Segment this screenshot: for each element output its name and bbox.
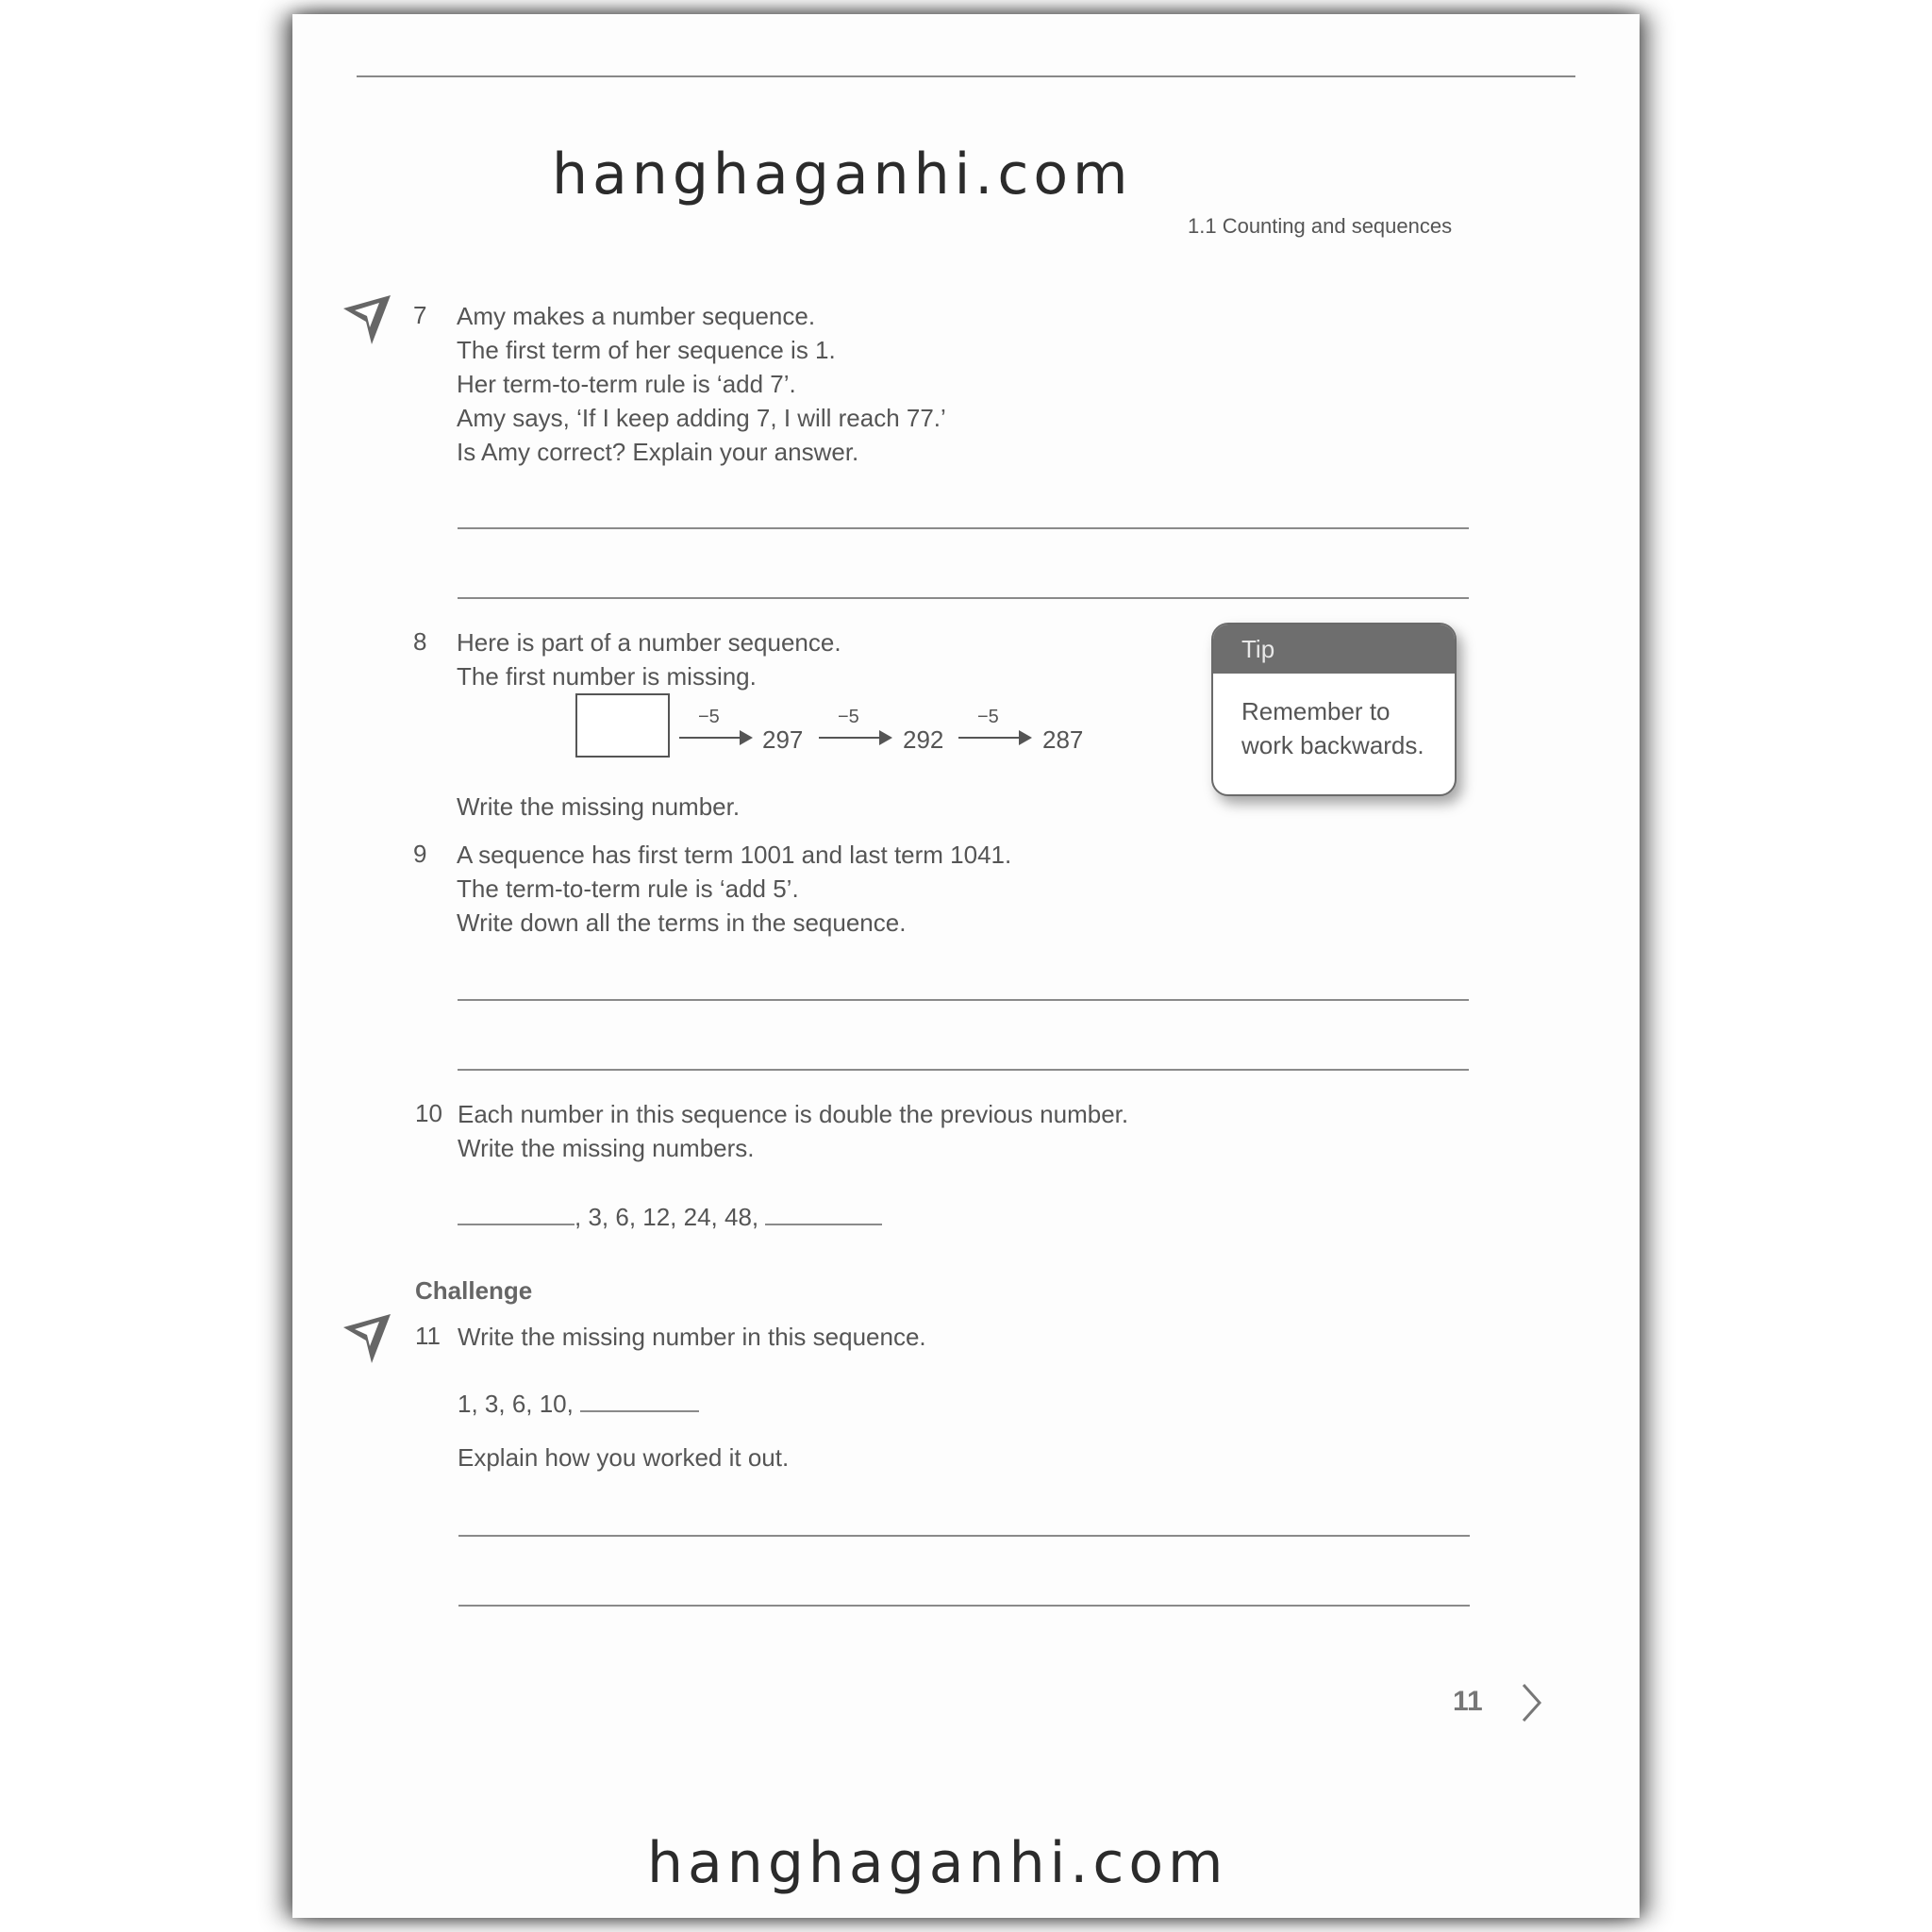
answer-line[interactable] — [458, 1605, 1470, 1607]
question-8-line: The first number is missing. — [457, 662, 757, 691]
tip-body — [1213, 674, 1455, 762]
missing-number-box[interactable] — [575, 693, 670, 758]
tip-line: work backwards. — [1241, 731, 1424, 759]
watermark-top: hanghaganhi.com — [552, 142, 1133, 208]
question-10-line: Each number in this sequence is double the previous number. — [458, 1100, 1129, 1128]
challenge-heading: Challenge — [415, 1276, 533, 1305]
blank-answer[interactable] — [580, 1410, 699, 1412]
sequence-term: 297 — [762, 725, 804, 754]
tip-box — [1211, 623, 1457, 796]
step-label: −5 — [698, 707, 720, 727]
question-11-instruction: Explain how you worked it out. — [458, 1443, 790, 1472]
answer-line[interactable] — [458, 1069, 1469, 1071]
question-9-line: The term-to-term rule is ‘add 5’. — [457, 874, 799, 903]
blank-answer[interactable] — [765, 1224, 882, 1225]
question-8-text — [457, 625, 841, 693]
question-7-text — [457, 299, 946, 469]
question-8-instruction: Write the missing number. — [457, 792, 741, 821]
question-10-sequence — [458, 1203, 882, 1232]
tip-line: Remember to — [1241, 697, 1391, 725]
question-7-line: Amy makes a number sequence. — [457, 302, 816, 330]
question-7-line: Is Amy correct? Explain your answer. — [457, 438, 859, 466]
page-number: 11 — [1453, 1686, 1483, 1717]
top-rule — [357, 75, 1575, 77]
question-11-sequence — [458, 1390, 699, 1419]
question-10-text — [458, 1097, 1128, 1165]
question-8-line: Here is part of a number sequence. — [457, 628, 841, 657]
step-label: −5 — [838, 707, 859, 727]
sequence-term: 292 — [903, 725, 944, 754]
question-9-text — [457, 838, 1011, 940]
tip-title: Tip — [1213, 625, 1455, 674]
step-label: −5 — [977, 707, 999, 727]
question-7-line: The first term of her sequence is 1. — [457, 336, 836, 364]
sequence-term: 287 — [1042, 725, 1084, 754]
sequence-text: 1, 3, 6, 10, — [458, 1390, 581, 1418]
question-7-line: Her term-to-term rule is ‘add 7’. — [457, 370, 796, 398]
answer-line[interactable] — [458, 527, 1469, 529]
blank-answer[interactable] — [458, 1224, 575, 1225]
worksheet-page — [292, 14, 1640, 1918]
question-11-text: Write the missing number in this sequence. — [458, 1323, 926, 1351]
watermark-bottom: hanghaganhi.com — [647, 1830, 1228, 1896]
answer-line[interactable] — [458, 999, 1469, 1001]
answer-line[interactable] — [458, 597, 1469, 599]
question-9-line: A sequence has first term 1001 and last term 1041. — [457, 841, 1012, 869]
sequence-text: , 3, 6, 12, 24, 48, — [575, 1203, 766, 1231]
section-title: 1.1 Counting and sequences — [1188, 214, 1453, 238]
star-icon — [341, 1312, 392, 1365]
arrow-icon — [958, 707, 1032, 752]
question-8-number: 8 — [413, 627, 427, 656]
question-9-number: 9 — [413, 840, 427, 868]
question-7-line: Amy says, ‘If I keep adding 7, I will reach 77.’ — [457, 404, 946, 432]
answer-line[interactable] — [458, 1535, 1470, 1537]
arrow-icon — [679, 707, 753, 752]
question-7-number: 7 — [413, 301, 427, 329]
star-icon — [341, 293, 392, 346]
chevron-right-icon[interactable] — [1521, 1682, 1543, 1724]
question-10-line: Write the missing numbers. — [458, 1134, 755, 1162]
question-10-number: 10 — [415, 1099, 442, 1127]
arrow-icon — [819, 707, 892, 752]
question-11-number: 11 — [415, 1322, 441, 1350]
question-9-line: Write down all the terms in the sequence. — [457, 908, 907, 937]
